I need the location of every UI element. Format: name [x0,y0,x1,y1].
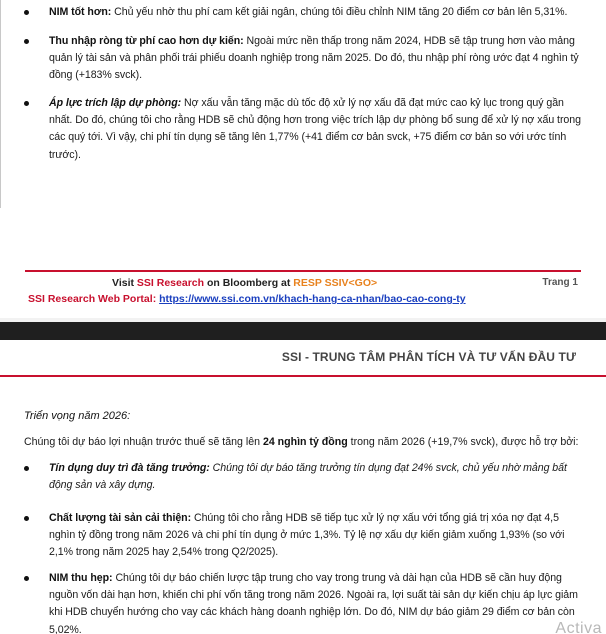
portal-link[interactable]: https://www.ssi.com.vn/khach-hang-ca-nhan/bao-cao-cong-ty [159,293,466,305]
bullet-label: NIM thu hẹp: [49,572,113,584]
outlook-title: Triển vọng năm 2026: [24,410,131,422]
footer-bloomberg-line [112,277,377,289]
footer-portal-line [28,293,466,305]
bullet-label: Chất lượng tài sản cải thiện: [49,512,192,524]
header-dark-bar [0,322,606,340]
page-number: Trang 1 [542,277,578,288]
footer-bloomberg-code: RESP SSIV<GO> [293,277,378,289]
page-header-title: SSI - TRUNG TÂM PHÂN TÍCH VÀ TƯ VẤN ĐẦU TƯ [281,350,576,364]
bullet-text: Chúng tôi dự báo chiến lược tập trung cho vay trong trung và dài hạn của HDB sẽ cần huy động nguồn vốn dài hạn hơn, khiến chi phí vốn tăng trong năm 2026. Ngoài ra, lợi suất tài sản dự kiến chịu áp lực giảm khi HDB chuyển hướng cho vay các khách hàng doanh nghiệp lớn. Do đó, NIM dự báo giảm 29 điểm cơ bản còn 5,02%. [49,572,578,634]
bullet-nim-better [24,4,582,21]
bullet-dot [24,101,29,106]
footer-divider [25,270,581,272]
bullet-dot [24,10,29,15]
bullet-dot [24,39,29,44]
intro-text-post: trong năm 2026 (+19,7% svck), được hỗ trợ bởi: [347,436,579,448]
bullet-dot [24,516,29,521]
header-divider [0,375,606,377]
footer-visit-prefix: Visit [112,277,137,289]
bullet-provision-pressure [24,95,582,164]
bullet-label: Thu nhập ròng từ phí cao hơn dự kiến: [49,35,244,47]
outlook-intro [24,434,586,450]
bullet-fee-income [24,33,582,85]
bullet-label: NIM tốt hơn: [49,6,112,18]
intro-text-pre: Chúng tôi dự báo lợi nhuận trước thuế sẽ tăng lên [24,436,263,448]
footer-portal-label: SSI Research Web Portal: [28,293,160,305]
intro-highlight: 24 nghìn tỷ đồng [262,436,348,448]
footer-visit-mid: on Bloomberg at [204,277,294,289]
bullet-text: Chúng tôi cho rằng HDB sẽ tiếp tục xử lý nợ xấu với tổng giá trị xóa nợ đạt 4,5 nghìn tỷ đồng trong năm 2026 và chi phí tín dụng ở mức 1,3%. Tỷ lệ nợ xấu dự kiến giảm xuống 1,93% (so với 2,1% trong năm 2025 hay 2,54% trong Q2/2025). [49,512,565,559]
activation-watermark: Activa [555,620,602,634]
previous-page-section [0,0,606,210]
bullet-label: Áp lực trích lập dự phòng: [49,97,182,109]
bullet-asset-quality [24,510,582,562]
footer-brand: SSI Research [136,277,205,289]
bullet-text: Chủ yếu nhờ thu phí cam kết giải ngân, chúng tôi điều chỉnh NIM tăng 20 điểm cơ bản lên 5,31%. [111,6,568,18]
page-left-rule [0,0,1,208]
bullet-label: Tín dụng duy trì đà tăng trưởng: [49,462,210,474]
bullet-text: Chúng tôi dự báo tăng trưởng tín dụng đạt 24% svck, chủ yếu nhờ mảng bất động sản và xây dựng. [49,462,567,492]
bullet-nim-narrowing [24,570,582,634]
bullet-text: Ngoài mức nền thấp trong năm 2024, HDB sẽ tập trung hơn vào mảng quản lý tài sản và phân phối trái phiếu doanh nghiệp trong năm 2025. Do đó, thu nhập phí ròng ước đạt 4 nghìn tỷ đồng (+183% svck). [49,35,579,82]
bullet-text: Nợ xấu vẫn tăng mặc dù tốc độ xử lý nợ xấu đã đạt mức cao kỷ lục trong quý gần nhất. Do đó, chúng tôi cho rằng HDB sẽ chủ động hơn trong việc trích lập dự phòng bổ sung để xử lý nợ xấu trong các quý tới. Vì vậy, chi phí tín dụng sẽ tăng lên 1,77% (+41 điểm cơ bản svck, +75 điểm cơ bản so với ước tính trước). [49,97,581,161]
bullet-credit-growth [24,460,582,494]
bullet-dot [24,576,29,581]
bullet-dot [24,466,29,471]
